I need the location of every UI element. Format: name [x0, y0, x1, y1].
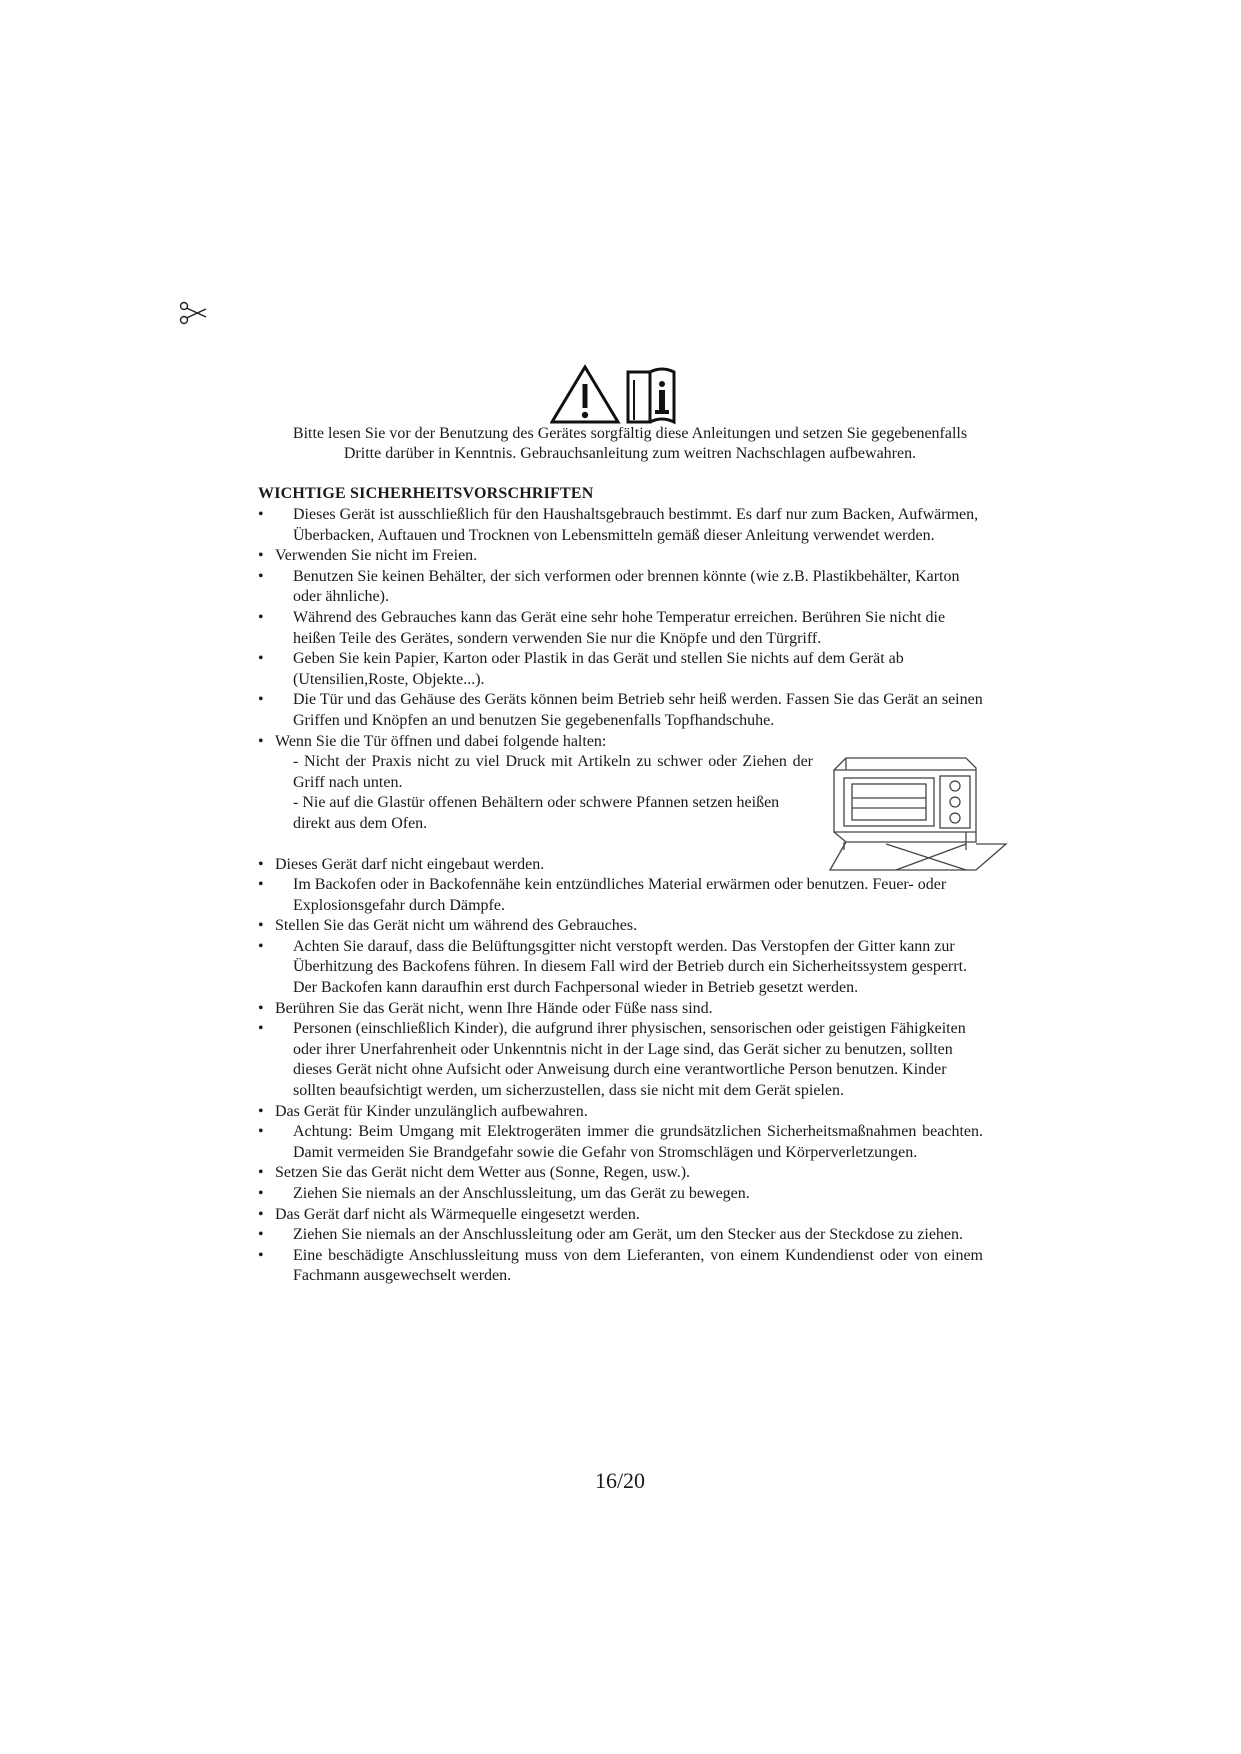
list-item-text: Die Tür und das Gehäuse des Geräts können beim Betrieb sehr heiß werden. Fassen Sie das Gerät an seinen Griffen und Knöpfen an und benutzen Sie gegebenenfalls Topfhandschuhe.: [293, 691, 983, 729]
list-item-text: Personen (einschließlich Kinder), die aufgrund ihrer physischen, sensorischen oder geistigen Fähigkeiten oder ihrer Unerfahrenheit oder Unkenntnis nicht in der Lage sind, das Gerät sicher zu benutzen, sollten dieses Gerät nicht ohne Aufsicht oder Anweisung durch eine verantwortliche Person benutzen. Kinder sollten beaufsichtigt werden, um sicherzustellen, dass sie nicht mit dem Gerät spielen.: [293, 1020, 966, 1100]
list-item-text: Ziehen Sie niemals an der Anschlussleitung oder am Gerät, um den Stecker aus der Steckdose zu ziehen.: [293, 1226, 964, 1244]
bullet: •: [258, 876, 264, 894]
list-item-text: Verwenden Sie nicht im Freien.: [275, 547, 478, 565]
list-item-text: Setzen Sie das Gerät nicht dem Wetter aus (Sonne, Regen, usw.).: [275, 1164, 691, 1182]
list-item-text: Achtung: Beim Umgang mit Elektrogeräten immer die grundsätzlichen Sicherheitsmaßnahmen beachten. Damit vermeiden Sie Brandgefahr sowie die Gefahr von Stromschlägen und Körperverletzungen.: [293, 1123, 983, 1161]
list-item-text: Das Gerät darf nicht als Wärmequelle eingesetzt werden.: [275, 1205, 640, 1223]
bullet: •: [258, 547, 264, 565]
bullet: •: [258, 1020, 264, 1038]
bullet: •: [258, 1205, 264, 1223]
bullet: •: [258, 1226, 264, 1244]
safety-rules-list: [258, 505, 983, 1287]
list-item-text: Dieses Gerät darf nicht eingebaut werden.: [275, 855, 545, 873]
list-item: [258, 649, 983, 690]
list-item: [258, 999, 983, 1020]
warning-triangle-icon: [552, 367, 618, 422]
list-item: [258, 567, 983, 608]
bullet: •: [258, 917, 264, 935]
list-item: [258, 608, 983, 649]
bullet: •: [258, 691, 264, 709]
list-item-text: Das Gerät für Kinder unzulänglich aufbewahren.: [275, 1102, 588, 1120]
list-item-text: Stellen Sie das Gerät nicht um während des Gebrauches.: [275, 917, 638, 935]
door-subitem-text: - Nicht der Praxis nicht zu viel Druck mit Artikeln zu schwer oder Ziehen der Griff nach unten.: [293, 753, 813, 791]
list-item: [258, 1205, 983, 1226]
bullet: •: [258, 1123, 264, 1141]
list-item: [258, 1184, 983, 1205]
bullet: •: [258, 1164, 264, 1182]
list-item: [258, 546, 983, 567]
list-item-text: Ziehen Sie niemals an der Anschlussleitung, um das Gerät zu bewegen.: [293, 1185, 750, 1202]
list-item: [258, 505, 983, 546]
bullet: •: [258, 855, 264, 873]
info-manual-icon: [628, 369, 674, 422]
list-item: [258, 690, 983, 731]
list-item: [258, 875, 983, 916]
bullet: •: [258, 650, 264, 668]
bullet: •: [258, 608, 264, 626]
list-item-door: [258, 732, 830, 835]
list-item-text: Achten Sie darauf, dass die Belüftungsgitter nicht verstopft werden. Das Verstopfen der Gitter kann zur Überhitzung des Backofens führen. In diesem Fall wird der Betrieb durch ein Sicherheitssystem gesperrt. Der Backofen kann daraufhin erst durch Fachpersonal wieder in Betrieb gesetzt werden.: [293, 937, 968, 997]
list-item: [258, 1122, 983, 1163]
bullet: •: [258, 1102, 264, 1120]
section-heading: WICHTIGE SICHERHEITSVORSCHRIFTEN: [258, 485, 594, 502]
scissors-icon: [178, 300, 208, 326]
list-item: [258, 1246, 983, 1287]
bullet: •: [258, 506, 264, 523]
bullet: •: [258, 567, 264, 585]
list-item-text: Benutzen Sie keinen Behälter, der sich verformen oder brennen könnte (wie z.B. Plastikbehälter, Karton oder ähnliche).: [293, 567, 960, 606]
list-item-text: Eine beschädigte Anschlussleitung muss von dem Lieferanten, von einem Kundendienst oder von einem Fachmann ausgewechselt werden.: [293, 1246, 983, 1285]
list-item: [258, 916, 983, 937]
list-item: [258, 1102, 983, 1123]
list-item-text: Geben Sie kein Papier, Karton oder Plastik in das Gerät und stellen Sie nichts auf dem Gerät ab (Utensilien,Roste, Objekte...).: [293, 650, 904, 688]
list-item: [258, 1019, 983, 1101]
bullet: •: [258, 937, 264, 955]
list-item: [258, 1225, 983, 1246]
list-item-text: Im Backofen oder in Backofennähe kein entzündliches Material erwärmen oder benutzen. Feuer- oder Explosionsgefahr durch Dämpfe.: [293, 876, 947, 914]
bullet: •: [258, 1246, 264, 1264]
oven-illustration: [826, 752, 1016, 880]
list-item-text: Während des Gebrauches kann das Gerät eine sehr hohe Temperatur erreichen. Berühren Sie nicht die heißen Teile des Gerätes, sondern verwenden Sie nur die Knöpfe und den Türgriff.: [293, 608, 946, 647]
list-item: [258, 1163, 983, 1184]
warning-and-manual-icons: [550, 364, 700, 426]
list-item-text: Berühren Sie das Gerät nicht, wenn Ihre Hände oder Füße nass sind.: [275, 999, 713, 1017]
door-subitem-text: - Nie auf die Glastür offenen Behältern oder schwere Pfannen setzen heißen direkt aus dem Ofen.: [293, 794, 780, 832]
intro-text: Bitte lesen Sie vor der Benutzung des Gerätes sorgfältig diese Anleitungen und setzen Sie gegebenenfalls Dritte darüber in Kenntnis. Gebrauchsanleitung zum weitren Nachschlagen aufbewahren.: [292, 425, 968, 462]
page-number: 16/20: [594, 1468, 646, 1493]
list-item-text: Dieses Gerät ist ausschließlich für den Haushaltsgebrauch bestimmt. Es darf nur zum Backen, Aufwärmen, Überbacken, Auftauen und Trocknen von Lebensmitteln gemäß dieser Anleitung verwendet werden.: [293, 506, 979, 544]
bullet: •: [258, 1185, 264, 1202]
list-item-text: Wenn Sie die Tür öffnen und dabei folgende halten:: [275, 732, 607, 750]
bullet: •: [258, 732, 264, 750]
list-item: [258, 937, 983, 999]
bullet: •: [258, 999, 264, 1017]
